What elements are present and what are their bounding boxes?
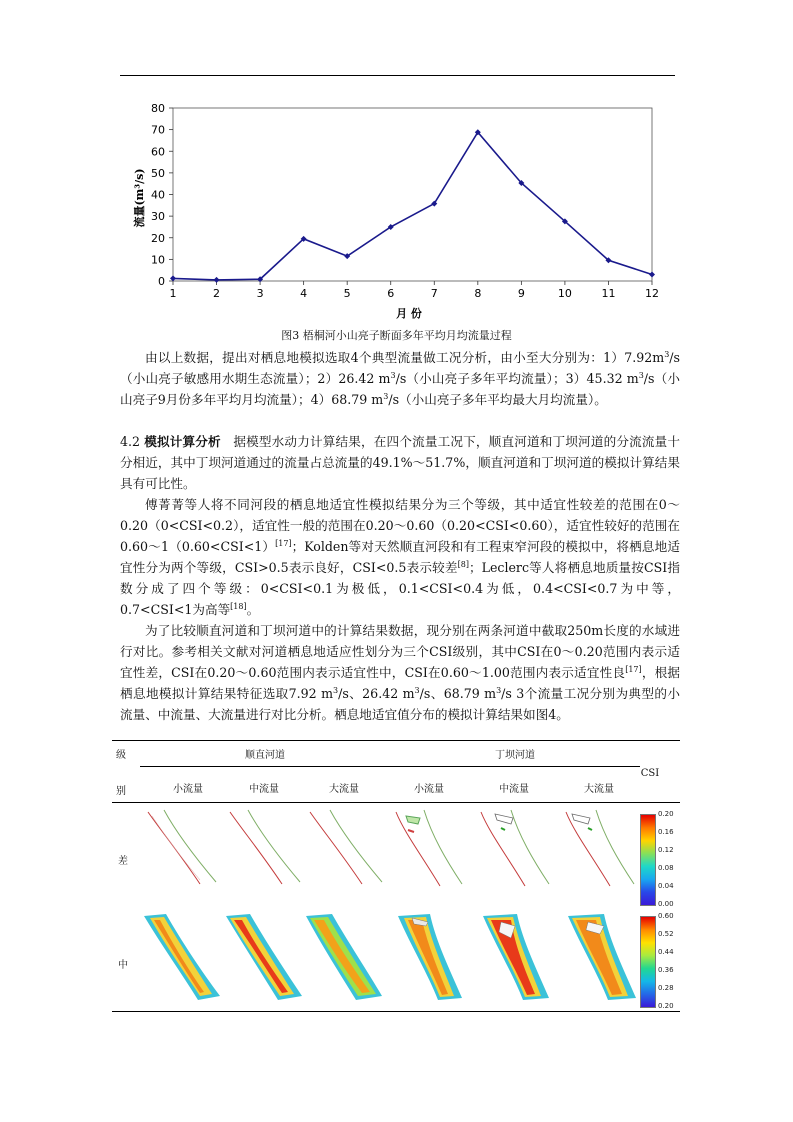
x-tick-label: 11	[601, 287, 616, 300]
level-header-1: 级	[116, 750, 126, 761]
figure4-table	[112, 740, 680, 1012]
header-rule	[120, 75, 675, 76]
plot-frame	[173, 108, 652, 281]
x-tick-label: 4	[300, 287, 308, 300]
map-straight-small-poor	[142, 806, 222, 888]
figure3-caption: 图3 梧桐河小山亮子断面多年平均月均流量过程	[281, 329, 512, 342]
flow-data-point	[649, 272, 655, 278]
map-groin-small-medium	[388, 912, 470, 1002]
level-header-2: 别	[116, 786, 126, 797]
colorbar-medium-tick: 0.28	[658, 984, 674, 992]
y-axis-label: 流量(m³/s)	[133, 168, 146, 228]
flow-data-point	[170, 275, 176, 281]
col-header-groin-small: 小流量	[414, 784, 444, 795]
flow-series-line	[173, 132, 652, 280]
colorbar-low-tick: 0.16	[658, 828, 674, 836]
section-number: 4.2	[120, 434, 141, 449]
x-tick-label: 5	[343, 287, 351, 300]
y-tick-label: 20	[151, 231, 165, 245]
section-4-2: 4.2 模拟计算分析 据模型水动力计算结果，在四个流量工况下，顺直河道和丁坝河道的分流流量十分相近，其中丁坝河道通过的流量占总流量的49.1%～51.7%，顺直河道和丁坝河道的模拟计算结果具有可比性。	[120, 434, 681, 491]
map-straight-large-poor	[304, 806, 384, 888]
colorbar-medium-tick: 0.20	[658, 1002, 674, 1010]
map-groin-medium-medium	[473, 912, 555, 1002]
colorbar-low-tick: 0.00	[658, 900, 674, 908]
x-tick-label: 7	[430, 287, 438, 300]
x-tick-label: 6	[387, 287, 395, 300]
y-tick-label: 70	[151, 123, 165, 137]
flow-data-point	[214, 277, 220, 283]
y-tick-label: 0	[158, 275, 165, 288]
x-axis-label: 月 份	[396, 307, 422, 320]
colorbar-medium-tick: 0.60	[658, 912, 674, 920]
colorbar-low-tick: 0.04	[658, 882, 674, 890]
x-tick-label: 1	[169, 287, 177, 300]
col-header-groin-medium: 中流量	[499, 784, 529, 795]
colorbar-medium-tick: 0.44	[658, 948, 674, 956]
col-header-straight-large: 大流量	[329, 784, 359, 795]
map-straight-small-medium	[142, 912, 222, 1002]
colorbar-medium-tick: 0.52	[658, 930, 674, 938]
x-tick-label: 12	[645, 287, 659, 300]
y-tick-label: 10	[151, 253, 165, 267]
map-groin-large-medium	[558, 912, 640, 1002]
y-tick-label: 30	[151, 210, 165, 224]
x-tick-label: 10	[557, 287, 572, 300]
y-tick-label: 60	[151, 145, 165, 159]
monthly-flow-chart	[128, 98, 668, 323]
colorbar-low-tick: 0.12	[658, 846, 674, 854]
colorbar-medium-tick: 0.36	[658, 966, 674, 974]
x-tick-label: 2	[213, 287, 221, 300]
col-header-groin-large: 大流量	[584, 784, 614, 795]
section-title: 模拟计算分析	[144, 434, 221, 449]
col-header-straight-medium: 中流量	[249, 784, 279, 795]
paragraph-flow-cases: 由以上数据，提出对栖息地模拟选取4个典型流量做工况分析，由小至大分别为：$1)7.92m^3/s$（小山亮子敏感用水期生态流量）；2）26.42 $m^3/s$（小山亮子多年平均流量）；3）45.32 $m^3/s$（小山亮子9月份多年平均月均流量）；4）68.79 $m^3/s$（小山亮子多年平均最大月均流量）。	[120, 349, 680, 407]
colorbar-low	[640, 814, 656, 906]
map-groin-large-poor	[558, 806, 640, 888]
x-tick-label: 3	[256, 287, 264, 300]
y-tick-label: 80	[151, 102, 165, 115]
group-groin-label: 丁坝河道	[495, 750, 535, 761]
csi-label: CSI	[640, 768, 660, 779]
y-tick-label: 40	[151, 188, 165, 202]
table-bottom-rule	[112, 1011, 680, 1012]
group-straight-label: 顺直河道	[245, 750, 285, 761]
map-groin-small-poor	[388, 806, 470, 888]
map-straight-large-medium	[304, 912, 384, 1002]
paragraph-csi-levels: 傅菁菁等人将不同河段的栖息地适宜性模拟结果分为三个等级，其中适宜性较差的范围在0～0.20（0<CSI<0.2），适宜性一般的范围在0.20～0.60（0.20<CSI<0.60），适宜性较好的范围在0.60～1（0.60<CSI<1）[17]；Kolden等对天然顺直河段和有工程束窄河段的模拟中，将栖息地适宜性分为两个等级，CSI>0.5表示良好，CSI<0.5表示较差[8]；Leclerc等人将栖息地质量按CSI指数分成了四个等级：0<CSI<0.1为极低，0.1<CSI<0.4为低，0.4<CSI<0.7为中等，0.7<CSI<1为高等[18]。	[120, 497, 680, 617]
x-tick-label: 9	[517, 287, 525, 300]
table-header-rule	[112, 802, 680, 803]
map-groin-medium-poor	[473, 806, 555, 888]
table-top-rule	[112, 740, 680, 741]
map-straight-medium-poor	[224, 806, 304, 888]
row-label-medium: 中	[118, 960, 128, 971]
colorbar-medium	[640, 916, 656, 1008]
y-tick-label: 50	[151, 166, 165, 180]
table-mid-rule	[140, 766, 640, 767]
paragraph-comparison: 为了比较顺直河道和丁坝河道中的计算结果数据，现分别在两条河道中截取250m长度的水域进行对比。参考相关文献对河道栖息地适应性划分为三个CSI级别，其中CSI在0～0.20范围内表示适宜性差，CSI在0.20～0.60范围内表示适宜性中，CSI在0.60～1.00范围内表示适宜性良[17]，根据栖息地模拟计算结果特征选取7.92 $m^3/s$、26.42 $m^3/s$、68.79 $m^3/s$ 3个流量工况分别为典型的小流量、中流量、大流量进行对比分析。栖息地适宜值分布的模拟计算结果如图4。	[120, 623, 681, 722]
map-straight-medium-medium	[224, 912, 304, 1002]
col-header-straight-small: 小流量	[173, 784, 203, 795]
x-tick-label: 8	[474, 287, 482, 300]
row-label-poor: 差	[118, 856, 128, 867]
colorbar-low-tick: 0.08	[658, 864, 674, 872]
colorbar-low-tick: 0.20	[658, 810, 674, 818]
